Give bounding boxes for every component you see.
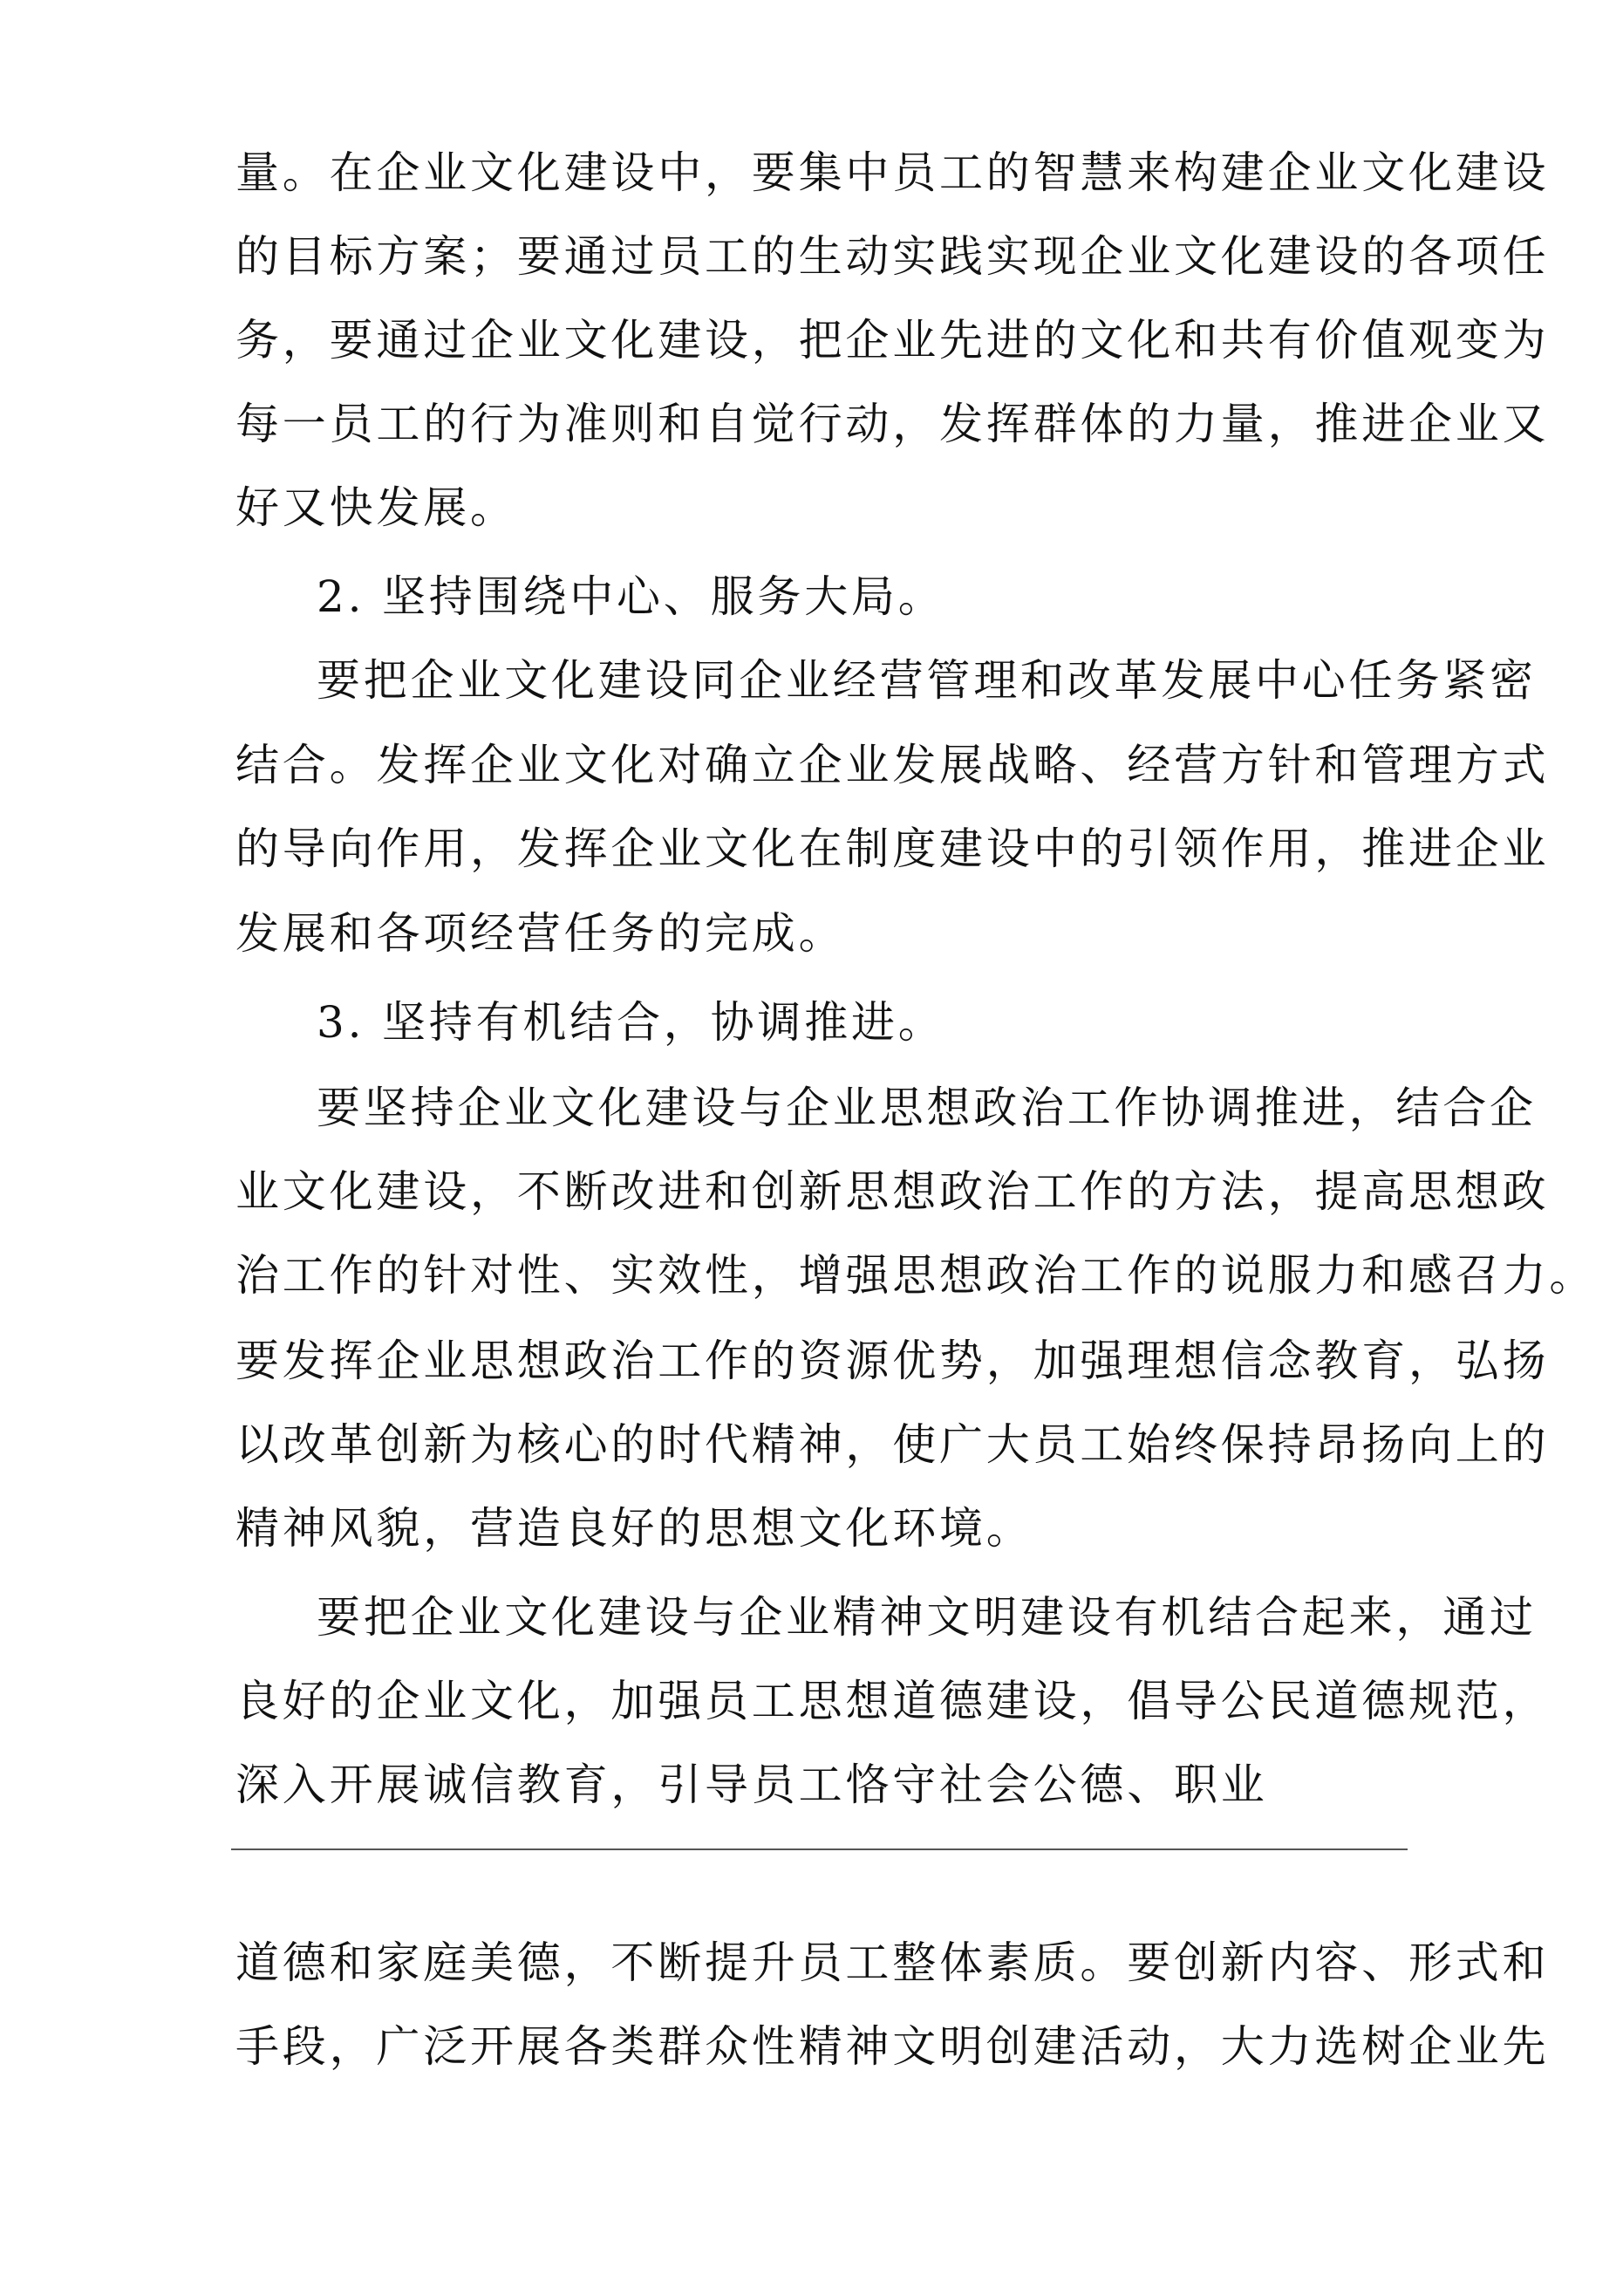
- text-line: 要坚持企业文化建设与企业思想政治工作协调推进，结合企: [317, 1083, 1537, 1133]
- text-line: 结合。发挥企业文化对确立企业发展战略、经营方针和管理方式: [235, 740, 1550, 790]
- section-heading: 2. 坚持围绕中心、服务大局。: [317, 571, 945, 622]
- page-break-divider: [231, 1848, 1408, 1850]
- text-line: 要把企业文化建设同企业经营管理和改革发展中心任务紧密: [317, 655, 1537, 706]
- text-line: 道德和家庭美德，不断提升员工整体素质。要创新内容、形式和: [235, 1937, 1550, 1988]
- section-heading: 3. 坚持有机结合，协调推进。: [317, 997, 945, 1048]
- text-line: 精神风貌，营造良好的思想文化环境。: [235, 1503, 1033, 1554]
- text-line: 的目标方案；要通过员工的生动实践实现企业文化建设的各项任: [235, 231, 1550, 282]
- text-line: 好又快发展。: [235, 482, 517, 533]
- text-line: 发展和各项经营任务的完成。: [235, 908, 846, 959]
- text-line: 治工作的针对性、实效性，增强思想政治工作的说服力和感召力。: [235, 1250, 1597, 1301]
- text-line: 要把企业文化建设与企业精神文明建设有机结合起来，通过: [317, 1592, 1537, 1643]
- text-line: 务，要通过企业文化建设，把企业先进的文化和共有价值观变为: [235, 315, 1550, 366]
- text-line: 业文化建设，不断改进和创新思想政治工作的方法，提高思想政: [235, 1166, 1550, 1217]
- text-line: 深入开展诚信教育，引导员工恪守社会公德、职业: [235, 1760, 1268, 1810]
- text-line: 量。在企业文化建设中，要集中员工的智慧来构建企业文化建设: [235, 147, 1550, 198]
- text-line: 每一员工的行为准则和自觉行动，发挥群体的力量，推进企业又: [235, 399, 1550, 449]
- text-line: 以改革创新为核心的时代精神，使广大员工始终保持昂扬向上的: [235, 1419, 1550, 1470]
- text-line: 良好的企业文化，加强员工思想道德建设，倡导公民道德规范，: [235, 1676, 1550, 1726]
- text-line: 的导向作用，发挥企业文化在制度建设中的引领作用，推进企业: [235, 823, 1550, 874]
- text-line: 手段，广泛开展各类群众性精神文明创建活动，大力选树企业先: [235, 2021, 1550, 2072]
- text-line: 要发挥企业思想政治工作的资源优势，加强理想信念教育，弘扬: [235, 1336, 1550, 1386]
